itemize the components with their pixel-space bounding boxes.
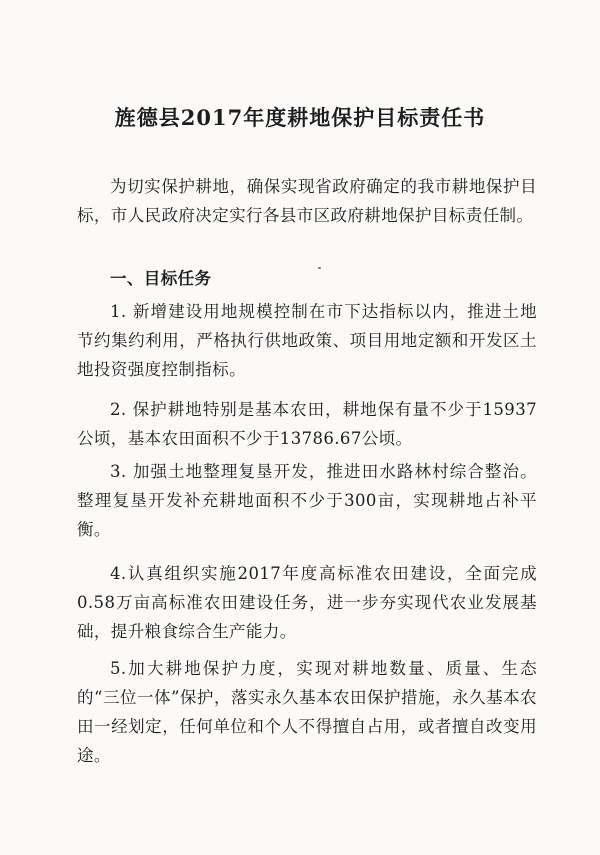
task-item-1: 1. 新增建设用地规模控制在市下达指标以内，推进土地节约集约利用，严格执行供地政策、项目用地定额和开发区土地投资强度控制指标。 (77, 302, 537, 379)
scan-speck (318, 267, 321, 269)
document-title: 旌德县2017年度耕地保护目标责任书 (114, 105, 486, 130)
intro-paragraph: 为切实保护耕地，确保实现省政府确定的我市耕地保护目标，市人民政府决定实行各县市区政府耕地保护目标责任制。 (77, 177, 537, 225)
task-item-4: 4.认真组织实施2017年度高标准农田建设，全面完成0.58万亩高标准农田建设任务，进一步夯实现代农业发展基础，提升粮食综合生产能力。 (77, 564, 537, 641)
task-item-3: 3. 加强土地整理复垦开发，推进田水路林村综合整治。整理复垦开发补充耕地面积不少于300亩，实现耕地占补平衡。 (77, 462, 537, 539)
task-item-2: 2. 保护耕地特别是基本农田，耕地保有量不少于15937公顷，基本农田面积不少于13786.67公顷。 (77, 400, 537, 448)
task-item-5: 5.加大耕地保护力度，实现对耕地数量、质量、生态的“三位一体”保护，落实永久基本农田保护措施，永久基本农田一经划定，任何单位和个人不得擅自占用，或者擅自改变用途。 (77, 659, 537, 765)
section-heading: 一、目标任务 (110, 269, 212, 288)
